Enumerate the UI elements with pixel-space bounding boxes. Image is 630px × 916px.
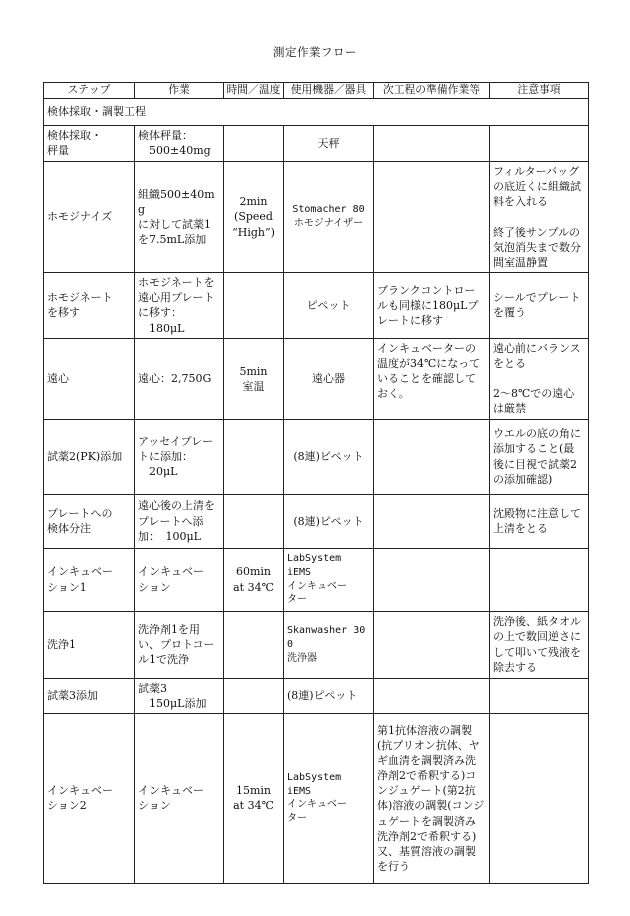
notes-cell xyxy=(490,678,589,713)
work-cell: 遠心後の上清を プレートへ添 加： 100μL xyxy=(135,494,224,548)
equipment-cell: 天秤 xyxy=(284,125,374,161)
equipment-cell: LabSystem iEMS インキュベー ター xyxy=(284,713,374,883)
step-cell: 洗浄1 xyxy=(44,611,135,678)
work-cell: 洗浄剤1を用 い、プロトコー ル1で洗浄 xyxy=(135,611,224,678)
prep-cell xyxy=(374,548,490,611)
prep-cell: インキュベーターの温度が34℃になっていることを確認しておく。 xyxy=(374,338,490,419)
table-row xyxy=(44,161,589,272)
notes-cell: シールでプレートを覆う xyxy=(490,273,589,339)
prep-cell xyxy=(374,611,490,678)
step-cell: ホモジナイズ xyxy=(44,161,135,272)
table-row xyxy=(44,419,589,494)
step-cell: インキュベー ション1 xyxy=(44,548,135,611)
header-work: 作業 xyxy=(135,83,224,99)
time-cell: 5min 室温 xyxy=(224,338,284,419)
header-notes: 注意事項 xyxy=(490,83,589,99)
work-cell: インキュベー ション xyxy=(135,713,224,883)
notes-cell xyxy=(490,713,589,883)
time-cell xyxy=(224,273,284,339)
prep-cell xyxy=(374,494,490,548)
notes-cell: 洗浄後、紙タオルの上で数回逆さにして叩いて残液を除去する xyxy=(490,611,589,678)
table-row xyxy=(44,548,589,611)
prep-cell xyxy=(374,419,490,494)
equipment-cell: LabSystem iEMS インキュベー ター xyxy=(284,548,374,611)
work-cell: インキュベー ション xyxy=(135,548,224,611)
measurement-flow-table xyxy=(43,82,589,884)
equipment-cell: 遠心器 xyxy=(284,338,374,419)
page-title: 測定作業フロー xyxy=(273,45,357,59)
notes-cell: 沈殿物に注意して上清をとる xyxy=(490,494,589,548)
notes-cell: ウエルの底の角に添加すること(最後に目視で試薬2の添加確認) xyxy=(490,419,589,494)
table-row xyxy=(44,713,589,883)
step-cell: ホモジネート を移す xyxy=(44,273,135,339)
time-cell: 15min at 34℃ xyxy=(224,713,284,883)
table-row xyxy=(44,678,589,713)
equipment-cell: Stomacher 80 ホモジナイザー xyxy=(284,161,374,272)
work-cell: 検体秤量： 500±40mg xyxy=(135,125,224,161)
header-time: 時間／温度 xyxy=(224,83,284,99)
prep-cell: 第1抗体溶液の調製(抗プリオン抗体、ヤギ血清を調製済み洗浄剤2で希釈する)コンジュゲート(第2抗体)溶液の調製(コンジュゲートを調製済み洗浄剤2で希釈する) 又、基質溶液の調製を行う xyxy=(374,713,490,883)
equipment-cell: (8連)ピペット xyxy=(284,419,374,494)
step-cell: 遠心 xyxy=(44,338,135,419)
equipment-cell: (8連)ピペット xyxy=(284,494,374,548)
section-row xyxy=(44,98,589,125)
equipment-cell: ピペット xyxy=(284,273,374,339)
step-cell: 試薬3添加 xyxy=(44,678,135,713)
notes-cell: 遠心前にバランスをとる 2〜8℃での遠心は厳禁 xyxy=(490,338,589,419)
step-cell: プレートへの 検体分注 xyxy=(44,494,135,548)
time-cell xyxy=(224,494,284,548)
work-cell: ホモジネートを 遠心用プレート に移す： 180μL xyxy=(135,273,224,339)
prep-cell xyxy=(374,678,490,713)
time-cell xyxy=(224,125,284,161)
time-cell xyxy=(224,419,284,494)
work-cell: 組織500±40mg に対して試薬1 を7.5mL添加 xyxy=(135,161,224,272)
work-cell: アッセイプレー トに添加： 20μL xyxy=(135,419,224,494)
header-row xyxy=(44,83,589,99)
table-row xyxy=(44,494,589,548)
equipment-cell: (8連)ピペット xyxy=(284,678,374,713)
time-cell: 60min at 34℃ xyxy=(224,548,284,611)
prep-cell: ブランクコントロールも同様に180μLプレートに移す xyxy=(374,273,490,339)
header-equipment: 使用機器／器具 xyxy=(284,83,374,99)
header-step: ステップ xyxy=(44,83,135,99)
work-cell: 遠心：2,750G xyxy=(135,338,224,419)
time-cell xyxy=(224,678,284,713)
work-cell: 試薬3 150μL添加 xyxy=(135,678,224,713)
step-cell: インキュベー ション2 xyxy=(44,713,135,883)
notes-cell xyxy=(490,548,589,611)
step-cell: 試薬2(PK)添加 xyxy=(44,419,135,494)
prep-cell xyxy=(374,125,490,161)
table-row xyxy=(44,611,589,678)
time-cell xyxy=(224,611,284,678)
notes-cell: フィルターバッグの底近くに組織試料を入れる 終了後サンプルの気泡消失まで数分間室温静置 xyxy=(490,161,589,272)
prep-cell xyxy=(374,161,490,272)
table-row xyxy=(44,338,589,419)
header-prep: 次工程の準備作業等 xyxy=(374,83,490,99)
notes-cell xyxy=(490,125,589,161)
equipment-cell: Skanwasher 300 洗浄器 xyxy=(284,611,374,678)
section-title: 検体採取・調製工程 xyxy=(44,98,589,125)
step-cell: 検体採取・ 秤量 xyxy=(44,125,135,161)
time-cell: 2min (Speed “High”) xyxy=(224,161,284,272)
table-row xyxy=(44,273,589,339)
table-row xyxy=(44,125,589,161)
